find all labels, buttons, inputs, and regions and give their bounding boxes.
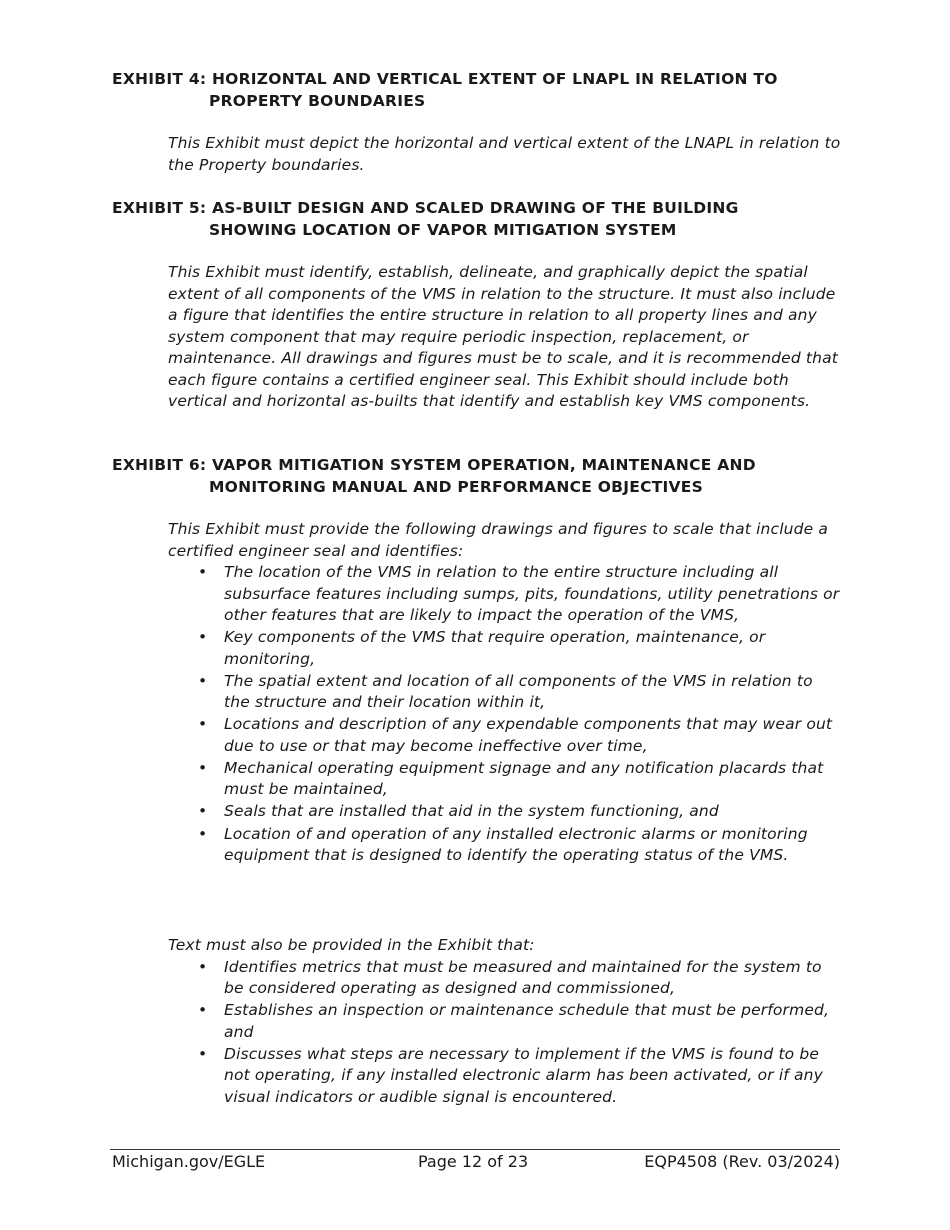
- exhibit-6-text-section: [112, 935, 842, 1109]
- exhibit-5-title-line2: SHOWING LOCATION OF VAPOR MITIGATION SYSTEM: [209, 220, 677, 239]
- exhibit-6-paragraph-2: Text must also be provided in the Exhibit that:: [168, 936, 535, 954]
- list-item: • Location of and operation of any installed electronic alarms or monitoring equipment that is designed to identify the operating status of the VMS.: [198, 824, 808, 865]
- exhibit-6-title-line2: MONITORING MANUAL AND PERFORMANCE OBJECTIVES: [209, 477, 704, 496]
- exhibit-4-section: [112, 69, 842, 112]
- exhibit-6-section: [112, 455, 842, 498]
- bullet-icon: •: [198, 957, 208, 976]
- bullet-icon: •: [198, 563, 208, 581]
- list-item: • Discusses what steps are necessary to implement if the VMS is found to be not operating, if any installed electronic alarm has been activated, or if any visual indicators or audible signal is encountered.: [198, 1044, 823, 1106]
- exhibit-5-section: [112, 198, 842, 241]
- exhibit-4-title-line2: PROPERTY BOUNDARIES: [209, 91, 426, 110]
- bullet-icon: •: [198, 628, 208, 647]
- footer-website: Michigan.gov/EGLE: [112, 1152, 266, 1171]
- exhibit-5-body: [112, 262, 842, 413]
- list-item: • Seals that are installed that aid in the system functioning, and: [224, 801, 842, 823]
- list-item: • The spatial extent and location of all components of the VMS in relation to the structure and their location within it,: [198, 671, 813, 712]
- footer-page-number: Page 12 of 23: [418, 1152, 529, 1171]
- exhibit-5-title: [112, 198, 842, 241]
- exhibit-4-paragraph: This Exhibit must depict the horizontal and vertical extent of the LNAPL in relation to the Property boundaries.: [168, 134, 841, 174]
- exhibit-5-paragraph: This Exhibit must identify, establish, delineate, and graphically depict the spatial extent of all components of the VMS in relation to the structure. It must also include a figure that identifies the entire structure in relation to all property lines and any system component that may require periodic inspection, replacement, or maintenance. All drawings and figures must be to scale, and it is recommended that each figure contains a certified engineer seal. This Exhibit should include both vertical and horizontal as-builts that identify and establish key VMS components.: [168, 263, 839, 410]
- list-item: • Key components of the VMS that require operation, maintenance, or monitoring,: [198, 628, 766, 668]
- exhibit-4-title-line1: EXHIBIT 4: HORIZONTAL AND VERTICAL EXTENT OF LNAPL IN RELATION TO: [112, 70, 778, 88]
- exhibit-6-title-line1: EXHIBIT 6: VAPOR MITIGATION SYSTEM OPERATION, MAINTENANCE AND: [112, 456, 756, 474]
- bullet-icon: •: [198, 824, 208, 843]
- exhibit-5-title-line1: EXHIBIT 5: AS-BUILT DESIGN AND SCALED DRAWING OF THE BUILDING: [112, 199, 739, 217]
- bullet-icon: •: [198, 758, 208, 777]
- exhibit-6-drawing-list: [168, 562, 842, 867]
- bullet-icon: •: [198, 802, 208, 821]
- bullet-icon: •: [198, 1044, 208, 1063]
- bullet-icon: •: [198, 1001, 208, 1020]
- exhibit-6-body: [112, 519, 842, 867]
- footer-divider: [110, 1149, 840, 1150]
- exhibit-4-title: [112, 69, 842, 112]
- list-item: • The location of the VMS in relation to the entire structure including all subsurface features including sumps, pits, foundations, utility penetrations or other features that are likely to impact the operation of the VMS,: [198, 563, 840, 624]
- footer-form-id: EQP4508 (Rev. 03/2024): [644, 1152, 840, 1171]
- bullet-icon: •: [198, 671, 208, 690]
- list-item: • Locations and description of any expendable components that may wear out due to use or that may become ineffective over time,: [198, 715, 833, 755]
- exhibit-6-paragraph: This Exhibit must provide the following drawings and figures to scale that include a certified engineer seal and identifies:: [168, 520, 829, 560]
- list-item: • Establishes an inspection or maintenance schedule that must be performed, and: [198, 1001, 830, 1041]
- list-item: • Mechanical operating equipment signage and any notification placards that must be maintained,: [198, 758, 824, 799]
- exhibit-4-body: [112, 133, 842, 176]
- bullet-icon: •: [198, 715, 208, 734]
- exhibit-6-title: [112, 455, 842, 498]
- exhibit-6-text-list: [168, 957, 842, 1109]
- list-item: • Identifies metrics that must be measured and maintained for the system to be considered operating as designed and commissioned,: [198, 957, 822, 997]
